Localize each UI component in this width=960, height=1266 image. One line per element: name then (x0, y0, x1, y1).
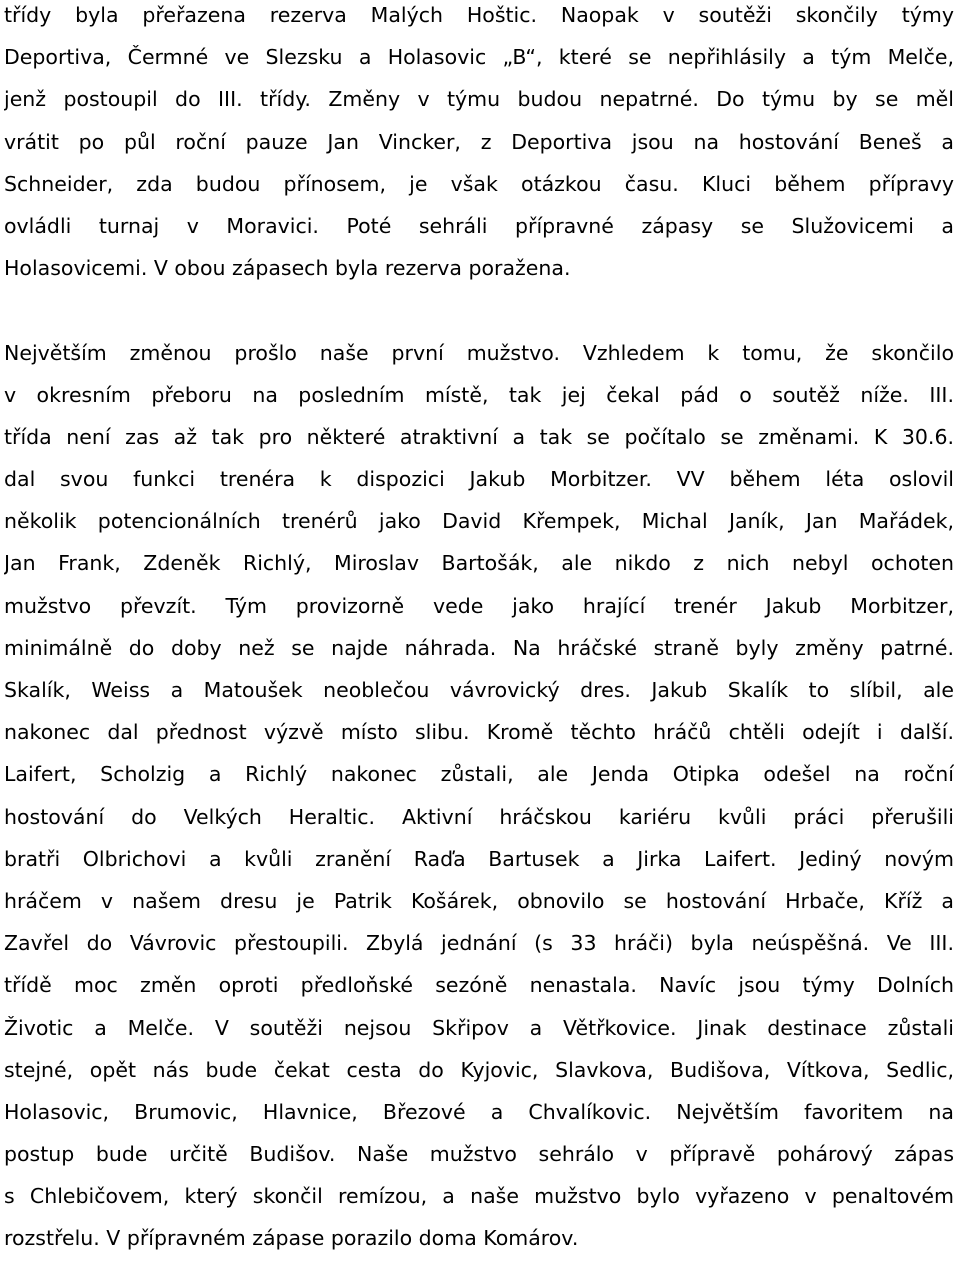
text-line: vrátit po půl roční pauze Jan Vincker, z Deportiva jsou na hostování Beneš a (4, 129, 954, 154)
text-line: Životic a Melče. V soutěži nejsou Skřipov a Větřkovice. Jinak destinace zůstali (4, 1015, 954, 1040)
text-line: Největším změnou prošlo naše první mužstvo. Vzhledem k tomu, že skončilo (4, 340, 954, 365)
text-line: ovládli turnaj v Moravici. Poté sehráli přípravné zápasy se Služovicemi a (4, 213, 954, 238)
text-line: bratři Olbrichovi a kvůli zranění Raďa Bartusek a Jirka Laifert. Jediný novým (4, 846, 954, 871)
paragraph-spacer (4, 295, 954, 337)
text-line: v okresním přeboru na posledním místě, tak jej čekal pád o soutěž níže. III. (4, 382, 954, 407)
text-line: dal svou funkci trenéra k dispozici Jakub Morbitzer. VV během léta oslovil (4, 467, 954, 492)
text-line: Zavřel do Vávrovic přestoupili. Zbylá jednání (s 33 hráči) byla neúspěšná. Ve III. (4, 931, 954, 956)
text-line: Schneider, zda budou přínosem, je však otázkou času. Kluci během přípravy (4, 171, 954, 196)
text-line: mužstvo převzít. Tým provizorně vede jako hrající trenér Jakub Morbitzer, (4, 593, 954, 618)
text-line: Skalík, Weiss a Matoušek neoblečou vávrovický dres. Jakub Skalík to slíbil, ale (4, 678, 954, 702)
paragraph-1 (4, 0, 954, 295)
text-line: stejné, opět nás bude čekat cesta do Kyjovic, Slavkova, Budišova, Vítkova, Sedlic, (4, 1057, 954, 1082)
text-line: třídě moc změn oproti předloňské sezóně nenastala. Navíc jsou týmy Dolních (4, 973, 954, 998)
text-line: Jan Frank, Zdeněk Richlý, Miroslav Bartošák, ale nikdo z nich nebyl ochoten (4, 551, 954, 576)
text-line: jenž postoupil do III. třídy. Změny v týmu budou nepatrné. Do týmu by se měl (4, 87, 954, 112)
text-line: několik potencionálních trenérů jako David Křempek, Michal Janík, Jan Mařádek, (4, 509, 954, 534)
text-line: rozstřelu. V přípravném zápase porazilo doma Komárov. (4, 1226, 579, 1251)
text-line: postup bude určitě Budišov. Naše mužstvo sehrálo v přípravě pohárový zápas (4, 1142, 954, 1167)
text-line: hostování do Velkých Heraltic. Aktivní hráčskou kariéru kvůli práci přerušili (4, 804, 954, 829)
text-line: s Chlebičovem, který skončil remízou, a naše mužstvo bylo vyřazeno v penaltovém (4, 1184, 954, 1209)
text-line: třídy byla přeřazena rezerva Malých Hoštic. Naopak v soutěži skončily týmy (4, 3, 954, 27)
text-line: Holasovic, Brumovic, Hlavnice, Březové a Chvalíkovic. Největším favoritem na (4, 1099, 954, 1124)
text-line: nakonec dal přednost výzvě místo slibu. Kromě těchto hráčů chtěli odejít i další. (4, 720, 954, 745)
text-line: třída není zas až tak pro některé atraktivní a tak se počítalo se změnami. K 30.6. (4, 424, 954, 449)
text-line: Holasovicemi. V obou zápasech byla rezerva poražena. (4, 256, 571, 281)
text-line: hráčem v našem dresu je Patrik Košárek, obnovilo se hostování Hrbače, Kříž a (4, 888, 954, 913)
document-page (4, 0, 954, 1266)
text-line: minimálně do doby než se najde náhrada. Na hráčské straně byly změny patrné. (4, 635, 954, 660)
text-line: Laifert, Scholzig a Richlý nakonec zůstali, ale Jenda Otipka odešel na roční (4, 762, 954, 787)
text-line: Deportiva, Čermné ve Slezsku a Holasovic „B“, které se nepřihlásily a tým Melče, (4, 45, 954, 70)
paragraph-2 (4, 338, 954, 1266)
